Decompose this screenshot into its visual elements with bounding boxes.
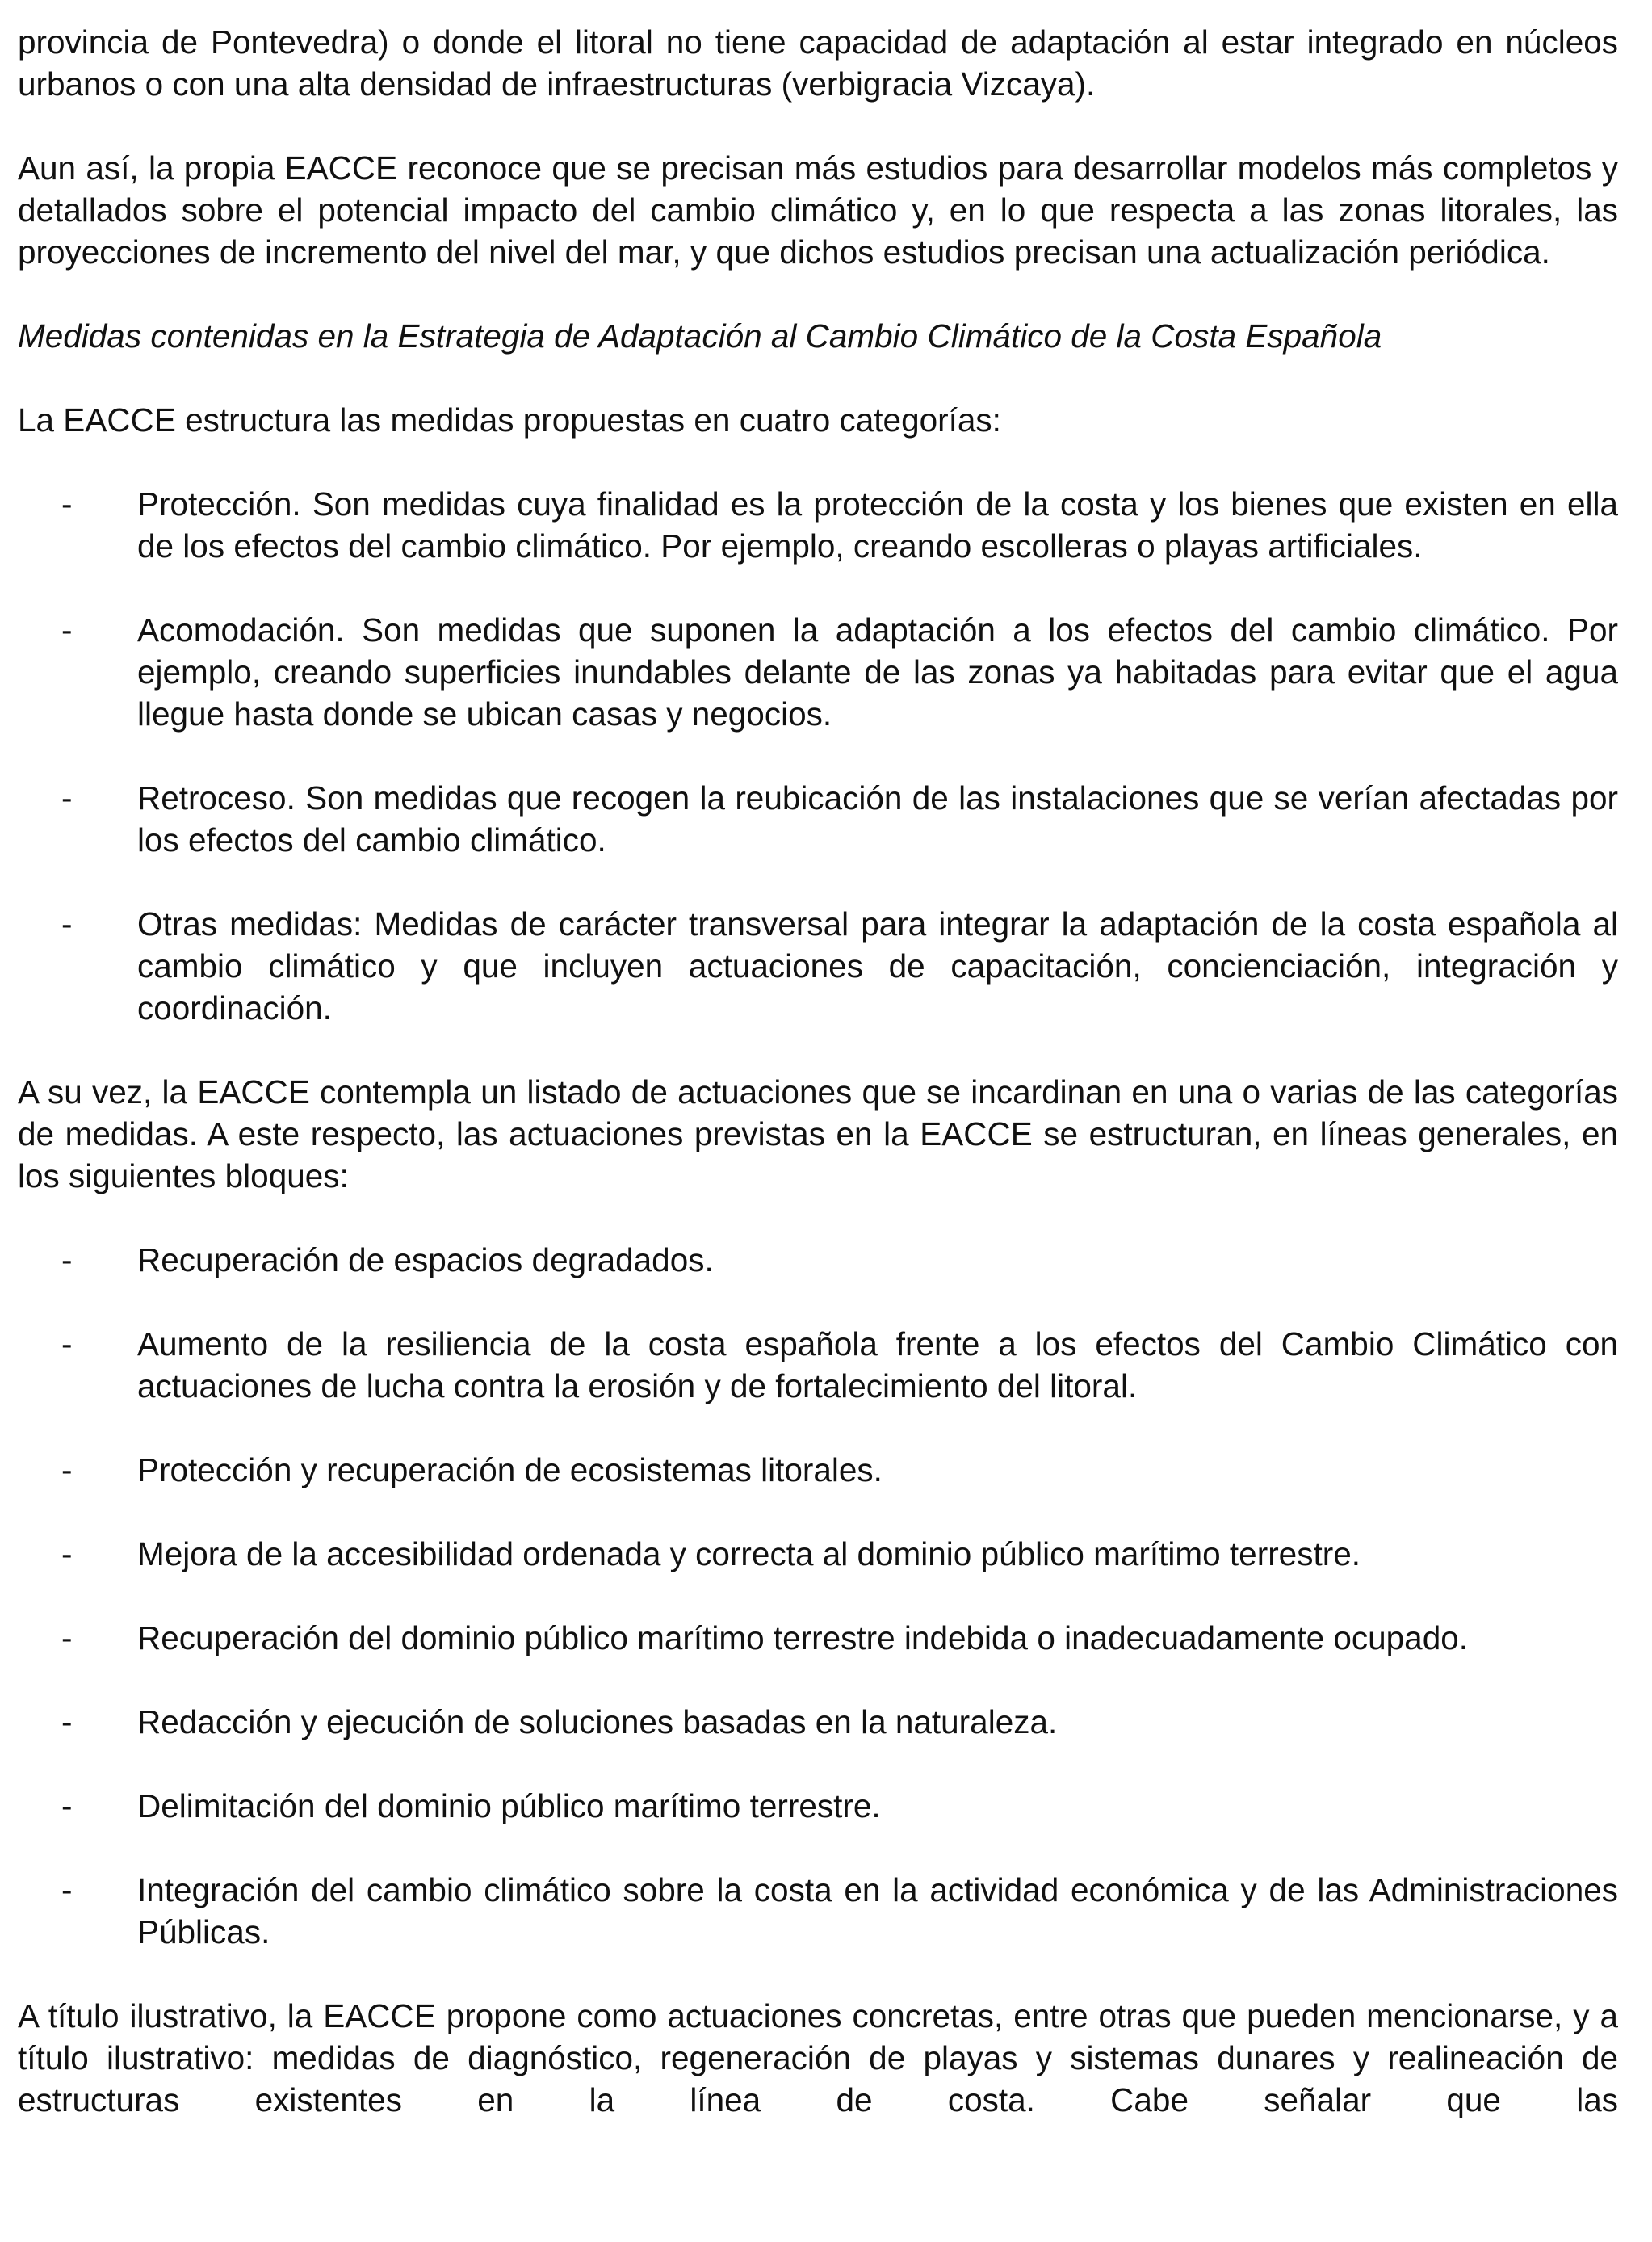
list-bullet: - — [61, 485, 73, 523]
list-bullet: - — [61, 611, 73, 649]
list-item — [18, 777, 1618, 861]
list-item — [18, 1323, 1618, 1407]
list-bullet: - — [61, 1787, 73, 1824]
paragraph-actions-intro: A su vez, la EACCE contempla un listado de actuaciones que se incardinan en una o varias de las categorías de medidas. A este respecto, las actuaciones previstas en la EACCE se estructuran, en líneas generales, en los siguientes bloques: — [18, 1073, 1618, 1194]
section-heading: Medidas contenidas en la Estrategia de Adaptación al Cambio Climático de la Costa Española — [18, 317, 1382, 355]
list-bullet: - — [61, 1325, 73, 1362]
list-item — [18, 483, 1618, 567]
paragraph-categories-intro: La EACCE estructura las medidas propuestas en cuatro categorías: — [18, 401, 1001, 439]
list-item-text: Protección y recuperación de ecosistemas litorales. — [137, 1451, 883, 1488]
actions-list — [18, 1239, 1618, 1953]
paragraph-intro: provincia de Pontevedra) o donde el litoral no tiene capacidad de adaptación al estar integrado en núcleos urbanos o con una alta densidad de infraestructuras (verbigracia Vizcaya). — [18, 23, 1618, 103]
list-item-text: Recuperación de espacios degradados. — [137, 1241, 714, 1278]
list-bullet: - — [61, 779, 73, 817]
list-item-text: Otras medidas: Medidas de carácter transversal para integrar la adaptación de la costa española al cambio climático y que incluyen actuaciones de capacitación, concienciación, integración y coordinación. — [137, 905, 1618, 1027]
list-item-text: Delimitación del dominio público marítimo terrestre. — [137, 1787, 881, 1824]
list-item-text: Mejora de la accesibilidad ordenada y correcta al dominio público marítimo terrestre. — [137, 1535, 1361, 1572]
categories-list — [18, 483, 1618, 1029]
list-item — [18, 1869, 1618, 1953]
list-item — [18, 903, 1618, 1029]
list-item — [18, 1533, 1618, 1575]
paragraph-closing: A título ilustrativo, la EACCE propone como actuaciones concretas, entre otras que pueden mencionarse, y a título ilustrativo: medidas de diagnóstico, regeneración de playas y sistemas dunares y realineación de estructuras existentes en la línea de costa. Cabe señalar que las — [18, 1997, 1618, 2118]
list-bullet: - — [61, 1619, 73, 1656]
list-item-text: Integración del cambio climático sobre la costa en la actividad económica y de las Administraciones Públicas. — [137, 1871, 1618, 1950]
list-bullet: - — [61, 905, 73, 943]
list-item — [18, 609, 1618, 735]
list-bullet: - — [61, 1535, 73, 1572]
list-bullet: - — [61, 1871, 73, 1908]
list-item-text: Retroceso. Son medidas que recogen la reubicación de las instalaciones que se verían afectadas por los efectos del cambio climático. — [137, 779, 1618, 859]
list-item-text: Aumento de la resiliencia de la costa española frente a los efectos del Cambio Climático con actuaciones de lucha contra la erosión y de fortalecimiento del litoral. — [137, 1325, 1618, 1404]
list-bullet: - — [61, 1241, 73, 1278]
list-bullet: - — [61, 1451, 73, 1488]
list-item — [18, 1617, 1618, 1659]
list-item-text: Protección. Son medidas cuya finalidad es la protección de la costa y los bienes que existen en ella de los efectos del cambio climático. Por ejemplo, creando escolleras o playas artificiales. — [137, 485, 1618, 565]
list-item-text: Recuperación del dominio público marítimo terrestre indebida o inadecuadamente ocupado. — [137, 1619, 1469, 1656]
list-bullet: - — [61, 1703, 73, 1740]
list-item-text: Redacción y ejecución de soluciones basadas en la naturaleza. — [137, 1703, 1058, 1740]
list-item — [18, 1785, 1618, 1827]
document-page — [18, 21, 1618, 2163]
list-item — [18, 1449, 1618, 1491]
list-item-text: Acomodación. Son medidas que suponen la adaptación a los efectos del cambio climático. Por ejemplo, creando superficies inundables delante de las zonas ya habitadas para evitar que el agua llegue hasta donde se ubican casas y negocios. — [137, 611, 1618, 733]
list-item — [18, 1701, 1618, 1743]
paragraph-studies: Aun así, la propia EACCE reconoce que se precisan más estudios para desarrollar modelos más completos y detallados sobre el potencial impacto del cambio climático y, en lo que respecta a las zonas litorales, las proyecciones de incremento del nivel del mar, y que dichos estudios precisan una actualización periódica. — [18, 149, 1618, 271]
list-item — [18, 1239, 1618, 1281]
